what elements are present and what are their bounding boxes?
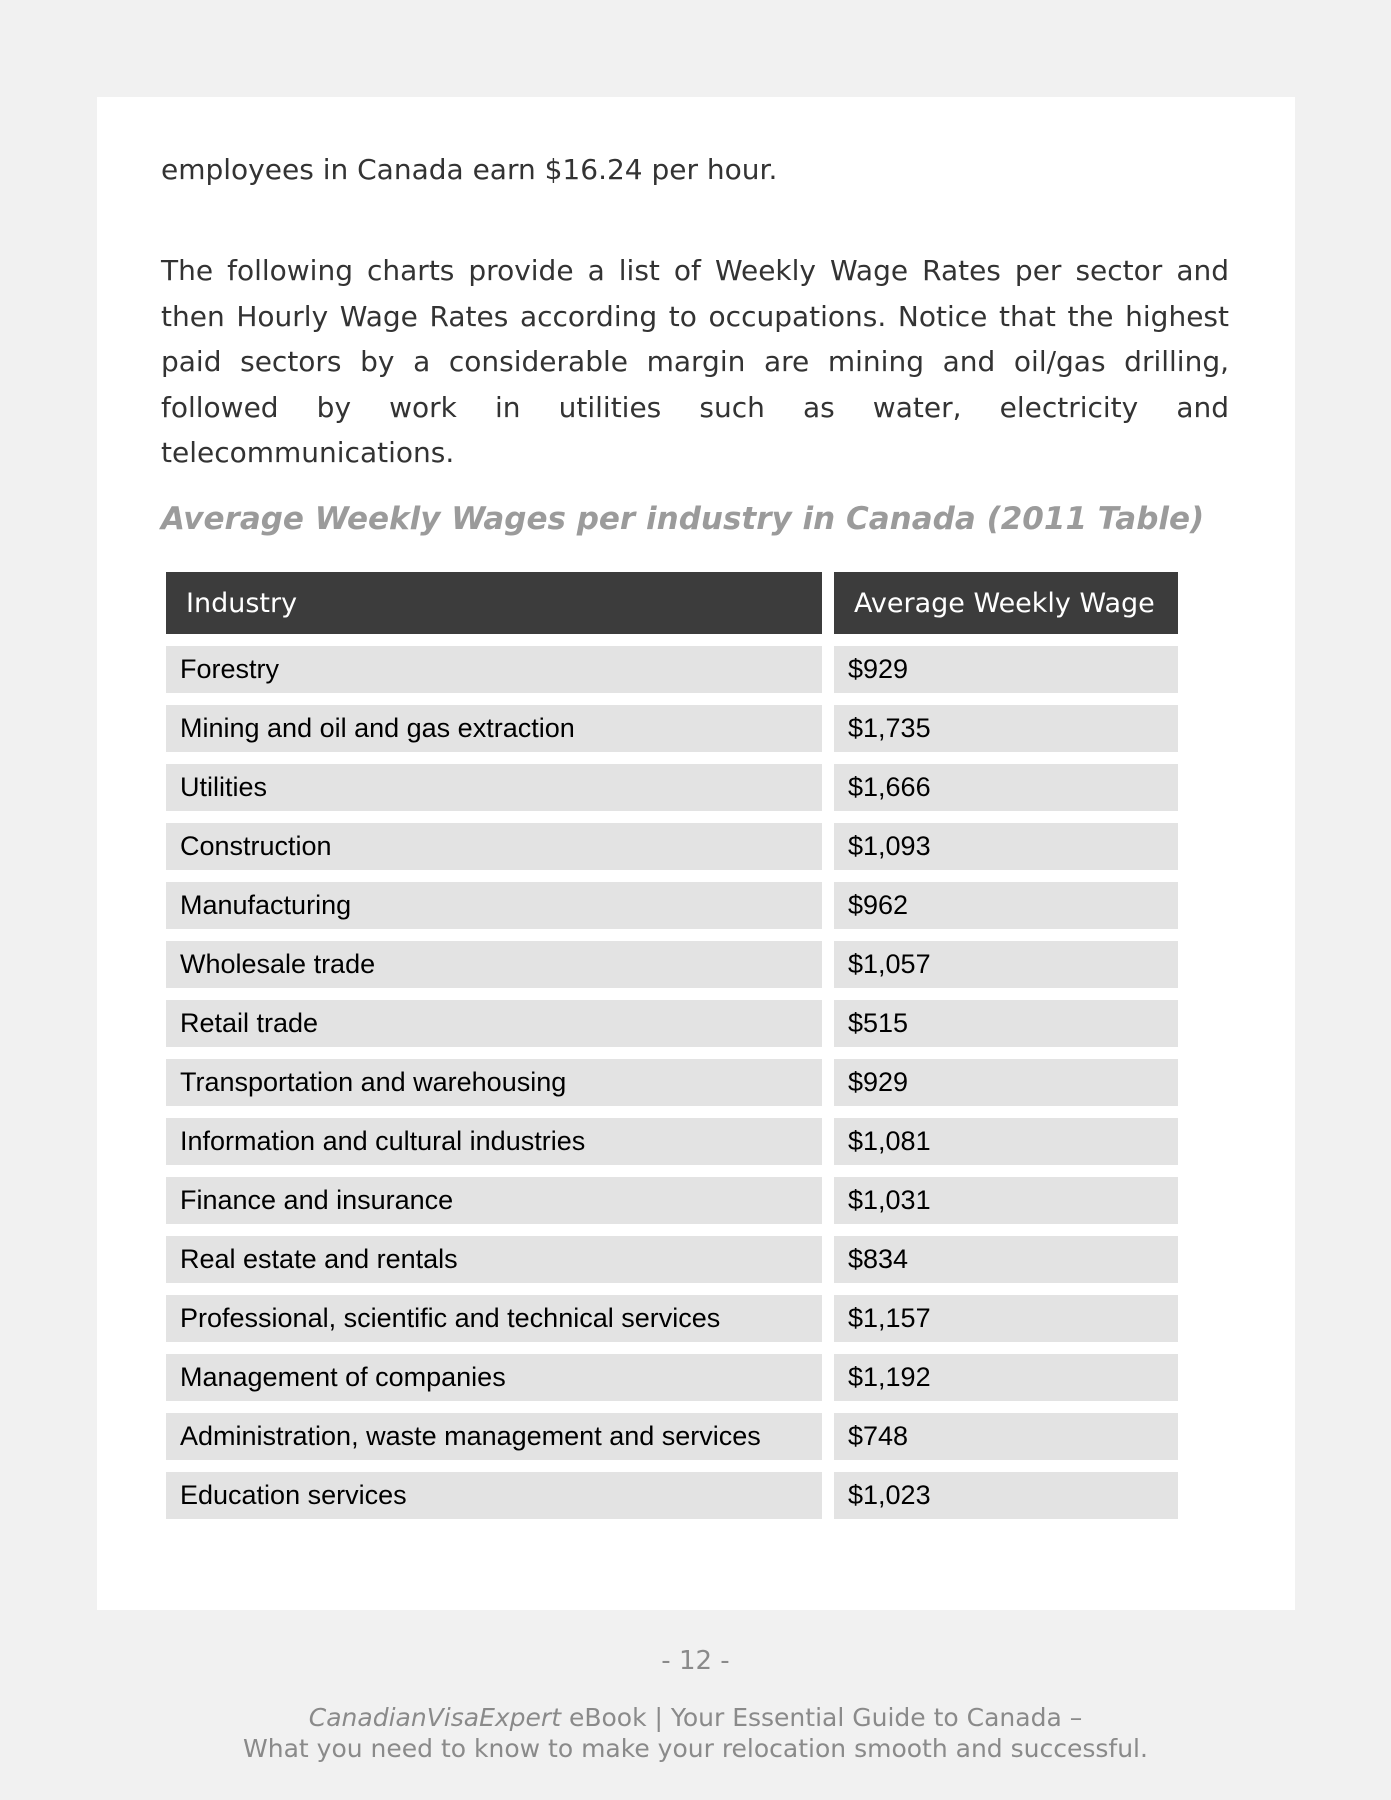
wage-cell: $1,735 [834, 693, 1178, 752]
cell-gap [822, 1047, 834, 1106]
table-row [166, 1342, 1178, 1401]
header-gap [822, 572, 834, 634]
cell-gap [822, 870, 834, 929]
cell-gap [822, 1342, 834, 1401]
footer-line1: eBook | Your Essential Guide to Canada – [561, 1703, 1083, 1732]
industry-cell: Professional, scientific and technical services [166, 1283, 822, 1342]
table-row [166, 1224, 1178, 1283]
cell-gap [822, 811, 834, 870]
table-header-row [166, 572, 1178, 634]
wage-cell: $515 [834, 988, 1178, 1047]
industry-cell: Management of companies [166, 1342, 822, 1401]
wage-cell: $1,023 [834, 1460, 1178, 1519]
industry-cell: Utilities [166, 752, 822, 811]
intro-line: employees in Canada earn $16.24 per hour. [161, 153, 778, 186]
wage-cell: $962 [834, 870, 1178, 929]
table-body [166, 634, 1178, 1519]
footer [0, 1702, 1391, 1764]
header-industry: Industry [166, 572, 822, 634]
industry-cell: Transportation and warehousing [166, 1047, 822, 1106]
table-title: Average Weekly Wages per industry in Canada (2011 Table) [161, 501, 1205, 537]
industry-cell: Construction [166, 811, 822, 870]
industry-cell: Forestry [166, 634, 822, 693]
table-row [166, 1106, 1178, 1165]
footer-brand: CanadianVisaExpert [308, 1703, 562, 1732]
wage-cell: $929 [834, 634, 1178, 693]
industry-cell: Information and cultural industries [166, 1106, 822, 1165]
industry-cell: Finance and insurance [166, 1165, 822, 1224]
table-row [166, 1165, 1178, 1224]
industry-cell: Retail trade [166, 988, 822, 1047]
body-paragraph: The following charts provide a list of Weekly Wage Rates per sector and then Hourly Wage Rates according to occupations. Notice that the highest paid sectors by a considerable margin are mining and oil/gas drilling, followed by work in utilities such as water, electricity and telecommunications. [161, 254, 1229, 469]
footer-line2: What you need to know to make your relocation smooth and successful. [243, 1734, 1148, 1763]
wage-cell: $1,031 [834, 1165, 1178, 1224]
wage-cell: $1,057 [834, 929, 1178, 988]
cell-gap [822, 1106, 834, 1165]
industry-cell: Mining and oil and gas extraction [166, 693, 822, 752]
wage-cell: $929 [834, 1047, 1178, 1106]
industry-cell: Education services [166, 1460, 822, 1519]
wage-cell: $1,192 [834, 1342, 1178, 1401]
cell-gap [822, 1460, 834, 1519]
table-row [166, 870, 1178, 929]
cell-gap [822, 1165, 834, 1224]
table-row [166, 811, 1178, 870]
cell-gap [822, 1401, 834, 1460]
header-wage: Average Weekly Wage [834, 572, 1178, 634]
wage-cell: $1,157 [834, 1283, 1178, 1342]
wage-cell: $834 [834, 1224, 1178, 1283]
wage-cell: $1,093 [834, 811, 1178, 870]
table-row [166, 1047, 1178, 1106]
wage-table [166, 572, 1178, 1519]
cell-gap [822, 988, 834, 1047]
cell-gap [822, 1224, 834, 1283]
table-row [166, 929, 1178, 988]
table-row [166, 1401, 1178, 1460]
table-row [166, 752, 1178, 811]
industry-cell: Manufacturing [166, 870, 822, 929]
table-row [166, 988, 1178, 1047]
table-row [166, 634, 1178, 693]
table-row [166, 1460, 1178, 1519]
cell-gap [822, 1283, 834, 1342]
industry-cell: Wholesale trade [166, 929, 822, 988]
wage-cell: $748 [834, 1401, 1178, 1460]
page-number: - 12 - [661, 1646, 730, 1676]
cell-gap [822, 634, 834, 693]
document-page [97, 97, 1295, 1610]
industry-cell: Administration, waste management and services [166, 1401, 822, 1460]
cell-gap [822, 693, 834, 752]
table-row [166, 693, 1178, 752]
cell-gap [822, 929, 834, 988]
table-row [166, 1283, 1178, 1342]
industry-cell: Real estate and rentals [166, 1224, 822, 1283]
cell-gap [822, 752, 834, 811]
wage-cell: $1,081 [834, 1106, 1178, 1165]
wage-cell: $1,666 [834, 752, 1178, 811]
